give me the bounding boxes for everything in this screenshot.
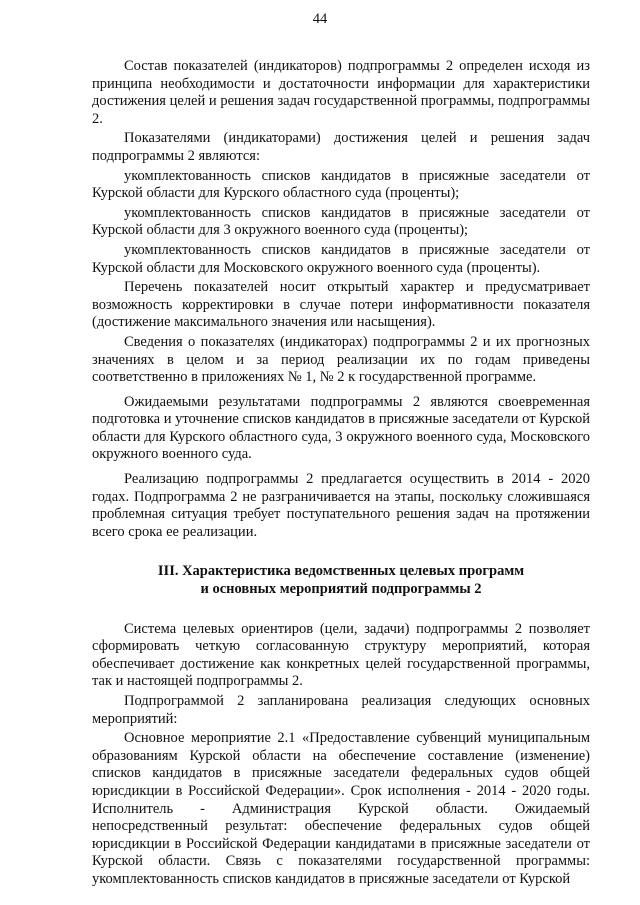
paragraph-indicators-list-open: Перечень показателей носит открытый характер и предусматривает возможность корректировки в случае потери информативности показателя (достижение максимального значения или насыщения). xyxy=(92,279,590,331)
section-heading-line2: и основных мероприятий подпрограммы 2 xyxy=(200,581,482,598)
paragraph-indicator-kursk-court: укомплектованность списков кандидатов в присяжные заседатели от Курской области для Курского областного суда (проценты); xyxy=(92,167,590,202)
section-heading-line1: III. Характеристика ведомственных целевых программ xyxy=(157,563,525,580)
paragraph-indicators-info: Сведения о показателях (индикаторах) подпрограммы 2 и их прогнозных значениях в целом и за период реализации их по годам приведены соответственно в приложениях № 1, № 2 к государственной программе. xyxy=(92,333,590,386)
document-body xyxy=(92,58,590,891)
paragraph-measure-2-1: Основное мероприятие 2.1 «Предоставление субвенций муниципальным образованиям Курской области на обеспечение составление (изменение) списков кандидатов в присяжные заседатели федеральных судов общей юрисдикции в Российской Федерации». Срок исполнения - 2014 - 2020 годы. Исполнитель - Администрация Курской области. Ожидаемый непосредственный результат: обеспечение федеральных судов общей юрисдикции в Российской Федерации кандидатами в присяжные заседатели от Курской области. Связь с показателями государственной программы: укомплектованность списков кандидатов в присяжные заседатели от Курской xyxy=(92,730,590,887)
paragraph-indicators-composition: Состав показателей (индикаторов) подпрограммы 2 определен исходя из принципа необходимости и достаточности информации для характеристики достижения целей и решения задач государственной программы, подпрограммы 2. xyxy=(92,58,590,127)
paragraph-expected-results: Ожидаемыми результатами подпрограммы 2 являются своевременная подготовка и уточнение списков кандидатов в присяжные заседатели от Курской области для Курского областного суда, 3 окружного военного суда, Московского окружного военного суда. xyxy=(92,393,590,463)
paragraph-indicators-intro: Показателями (индикаторами) достижения целей и решения задач подпрограммы 2 являются: xyxy=(92,130,590,164)
paragraph-indicator-moscow-military-court: укомплектованность списков кандидатов в присяжные заседатели от Курской области для Московского окружного военного суда (проценты). xyxy=(92,241,590,276)
paragraph-implementation-period: Реализацию подпрограммы 2 предлагается осуществить в 2014 - 2020 годах. Подпрограмма 2 не разграничивается на этапы, поскольку сложившаяся проблемная ситуация требует поступательного решения задач на протяжении всего срока ее реализации. xyxy=(92,471,590,540)
paragraph-target-system: Система целевых ориентиров (цели, задачи) подпрограммы 2 позволяет сформировать четкую согласованную структуру мероприятий, которая обеспечивает достижение как конкретных целей государственной программы, так и настоящей подпрограммы 2. xyxy=(92,620,590,690)
section-heading xyxy=(92,563,590,598)
page-number: 44 xyxy=(312,11,328,27)
paragraph-planned-measures: Подпрограммой 2 запланирована реализация следующих основных мероприятий: xyxy=(92,693,590,727)
paragraph-indicator-3rd-military-court: укомплектованность списков кандидатов в присяжные заседатели от Курской области для 3 окружного военного суда (проценты); xyxy=(92,204,590,239)
